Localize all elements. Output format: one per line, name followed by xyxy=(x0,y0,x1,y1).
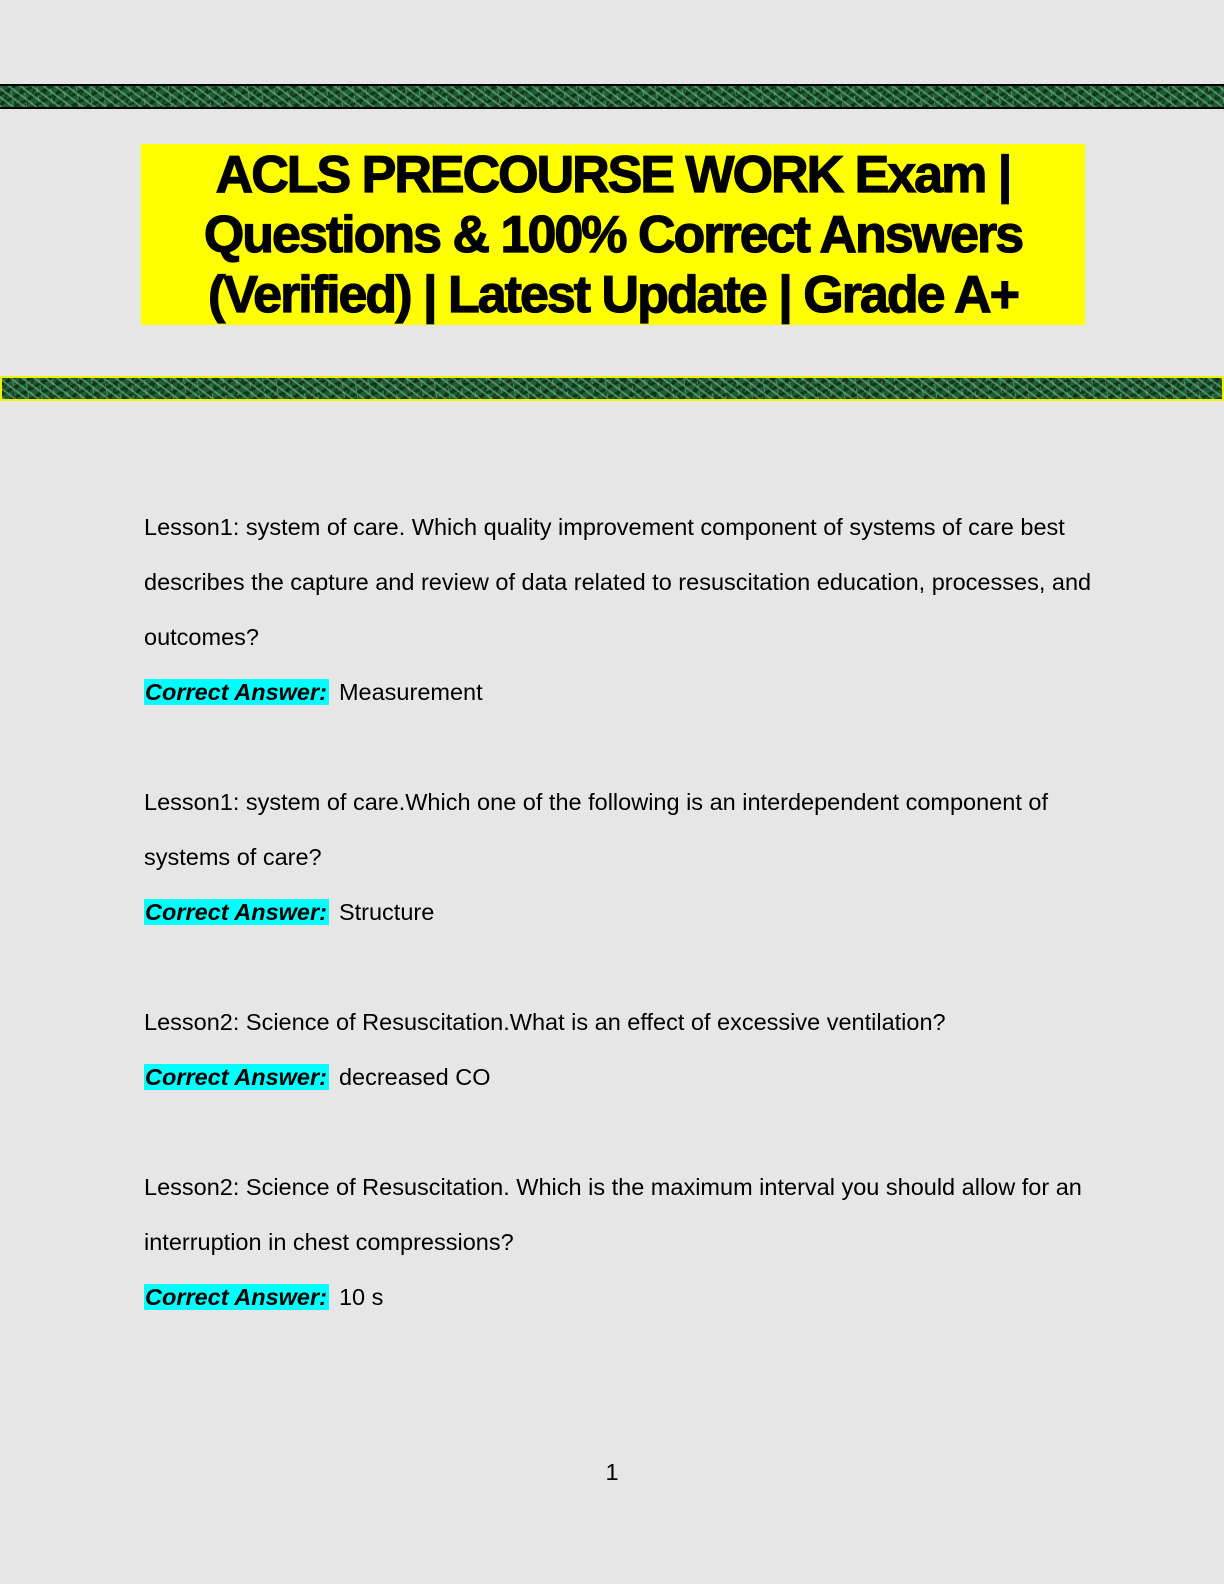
decorative-band-bottom xyxy=(0,376,1224,401)
question-text: Lesson1: system of care. Which quality improvement component of systems of care best describes the capture and review of data related to resuscitation education, processes, and outcomes? xyxy=(144,514,1092,650)
correct-answer-label: Correct Answer: xyxy=(145,1284,327,1310)
answer-line xyxy=(144,885,1094,940)
answer-line xyxy=(144,665,1094,720)
answer-text: decreased CO xyxy=(338,1064,491,1090)
answer-text: Measurement xyxy=(338,679,483,705)
answer-line xyxy=(144,1050,1094,1105)
question-text: Lesson1: system of care.Which one of the following is an interdependent component of systems of care? xyxy=(144,789,1048,870)
answer-line xyxy=(144,1270,1094,1325)
question-text: Lesson2: Science of Resuscitation. Which is the maximum interval you should allow for an interruption in chest compressions? xyxy=(144,1174,1082,1255)
qa-item xyxy=(144,1160,1094,1325)
qa-item xyxy=(144,500,1094,720)
page-number: 1 xyxy=(605,1459,619,1485)
qa-item xyxy=(144,775,1094,940)
qa-list xyxy=(144,500,1094,1380)
qa-item xyxy=(144,995,1094,1105)
correct-answer-label: Correct Answer: xyxy=(145,679,327,705)
answer-text: 10 s xyxy=(338,1284,384,1310)
correct-answer-label: Correct Answer: xyxy=(145,1064,327,1090)
title-highlight xyxy=(141,144,1085,325)
decorative-band-top xyxy=(0,84,1224,109)
question-text: Lesson2: Science of Resuscitation.What is an effect of excessive ventilation? xyxy=(144,1009,946,1035)
answer-text: Structure xyxy=(338,899,435,925)
correct-answer-label: Correct Answer: xyxy=(145,899,327,925)
document-title: ACLS PRECOURSE WORK Exam | Questions & 100% Correct Answers (Verified) | Latest Update | Grade A+ xyxy=(203,145,1023,324)
